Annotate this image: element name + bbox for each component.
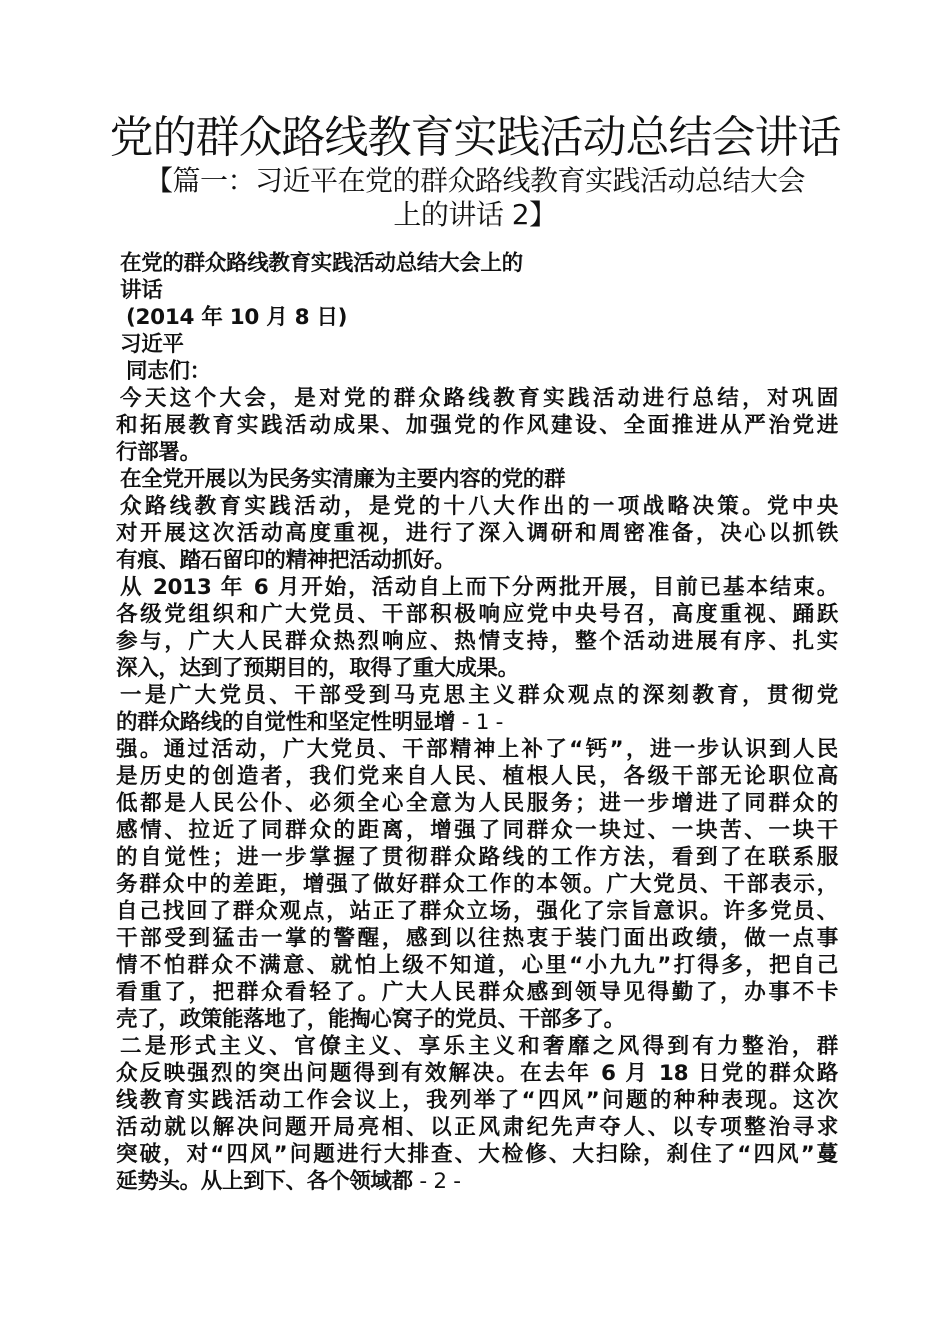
text-line-content: 低都是人民公仆、必须全心全意为人民服务；进一步增进了同群众的 [116,791,838,816]
text-line [116,466,838,493]
page-subtitle-line-1: 【篇一：习近平在党的群众路线教育实践活动总结大会 [144,164,805,197]
text-line [116,1114,838,1141]
text-line-content: 讲话 [120,278,163,303]
text-line-content: 活动就以解决问题开局亮相、以正风肃纪先声夺人、以专项整治寻求 [116,1115,838,1140]
text-line-content: 务群众中的差距，增强了做好群众工作的本领。广大党员、干部表示， [116,872,838,897]
text-line-content: 强。通过活动，广大党员、干部精神上补了“钙”，进一步认识到人民 [116,737,838,762]
text-line-content: 深入，达到了预期目的，取得了重大成果。 [116,656,519,681]
text-line-content: 习近平 [120,332,184,357]
text-line [116,547,838,574]
text-line-content: 对开展这次活动高度重视，进行了深入调研和周密准备，决心以抓铁 [116,521,838,546]
text-line-content: 突破，对“四风”问题进行大排查、大检修、大扫除，刹住了“四风”蔓 [116,1142,838,1167]
text-line [116,844,838,871]
text-line-content: 一是广大党员、干部受到马克思主义群众观点的深刻教育，贯彻党 [120,683,838,708]
text-line [116,790,838,817]
text-line [116,493,838,520]
text-line-content: 看重了，把群众看轻了。广大人民群众感到领导见得勤了，办事不卡 [116,980,838,1005]
text-line-content: 线教育实践活动工作会议上，我列举了“四风”问题的种种表现。这次 [116,1088,838,1113]
text-line [116,250,838,277]
text-line-content: 感情、拉近了同群众的距离，增强了同群众一块过、一块苦、一块干 [116,818,838,843]
text-line-content: 壳了，政策能落地了，能掏心窝子的党员、干部多了。 [116,1007,625,1032]
text-line [116,925,838,952]
text-line [116,601,838,628]
text-line-content: 众路线教育实践活动，是党的十八大作出的一项战略决策。党中央 [120,494,838,519]
text-line [116,412,838,439]
text-line-content: 的群众路线的自觉性和坚定性明显增 [116,710,456,735]
text-line [116,1168,838,1195]
text-line-content: 在全党开展以为民务实清廉为主要内容的党的群 [120,467,566,492]
text-line [116,574,838,601]
text-line [116,736,838,763]
text-line [116,358,838,385]
text-line [116,1087,838,1114]
text-line-content: 情不怕群众不满意、就怕上级不知道，心里“小九九”打得多，把自己 [116,953,838,978]
text-line-content: 同志们： [126,359,211,384]
text-line [116,898,838,925]
text-line [116,655,838,682]
page-number: - 2 - [412,1169,461,1194]
document-header [80,112,870,232]
text-line-content: 各级党组织和广大党员、干部积极响应党中央号召，高度重视、踊跃 [116,602,838,627]
text-line-content: 延势头。从上到下、各个领域都 [116,1169,413,1194]
text-line-content: 自己找回了群众观点，站正了群众立场，强化了宗旨意识。许多党员、 [116,899,838,924]
text-line [116,979,838,1006]
text-line [116,439,838,466]
text-line [116,628,838,655]
text-line [116,952,838,979]
text-line-content: 参与，广大人民群众热烈响应、热情支持，整个活动进展有序、扎实 [116,629,838,654]
text-line-content: 今天这个大会，是对党的群众路线教育实践活动进行总结，对巩固 [120,386,838,411]
text-line [116,871,838,898]
page-number: - 1 - [455,710,504,735]
text-line-content: 的自觉性；进一步掌握了贯彻群众路线的工作方法，看到了在联系服 [116,845,838,870]
text-line-content: 有痕、踏石留印的精神把活动抓好。 [116,548,456,573]
text-line [116,1060,838,1087]
text-line [116,1141,838,1168]
text-line [116,304,838,331]
page-title: 党的群众路线教育实践活动总结会讲话 [109,112,841,163]
text-line [116,1006,838,1033]
text-line [116,763,838,790]
text-line-content: 从 2013 年 6 月开始，活动自上而下分两批开展，目前已基本结束。 [120,575,838,600]
text-line [116,331,838,358]
text-line-content: 众反映强烈的突出问题得到有效解决。在去年 6 月 18 日党的群众路 [116,1061,838,1086]
text-line [116,277,838,304]
text-line [116,385,838,412]
text-line-content: 干部受到猛击一掌的警醒，感到以往热衷于装门面出政绩，做一点事 [116,926,838,951]
text-line-content: 和拓展教育实践活动成果、加强党的作风建设、全面推进从严治党进 [116,413,838,438]
text-line [116,1033,838,1060]
text-line-content: 是历史的创造者，我们党来自人民、植根人民，各级干部无论职位高 [116,764,838,789]
text-line-content: 行部署。 [116,440,201,465]
text-line-content: (2014 年 10 月 8 日) [126,305,348,330]
text-line [116,709,838,736]
text-line [116,520,838,547]
document-body [116,250,838,1195]
text-line [116,817,838,844]
page-subtitle-line-2: 上的讲话 2】 [393,198,557,231]
text-line-content: 在党的群众路线教育实践活动总结大会上的 [120,251,523,276]
text-line-content: 二是形式主义、官僚主义、享乐主义和奢靡之风得到有力整治，群 [120,1034,838,1059]
text-line [116,682,838,709]
